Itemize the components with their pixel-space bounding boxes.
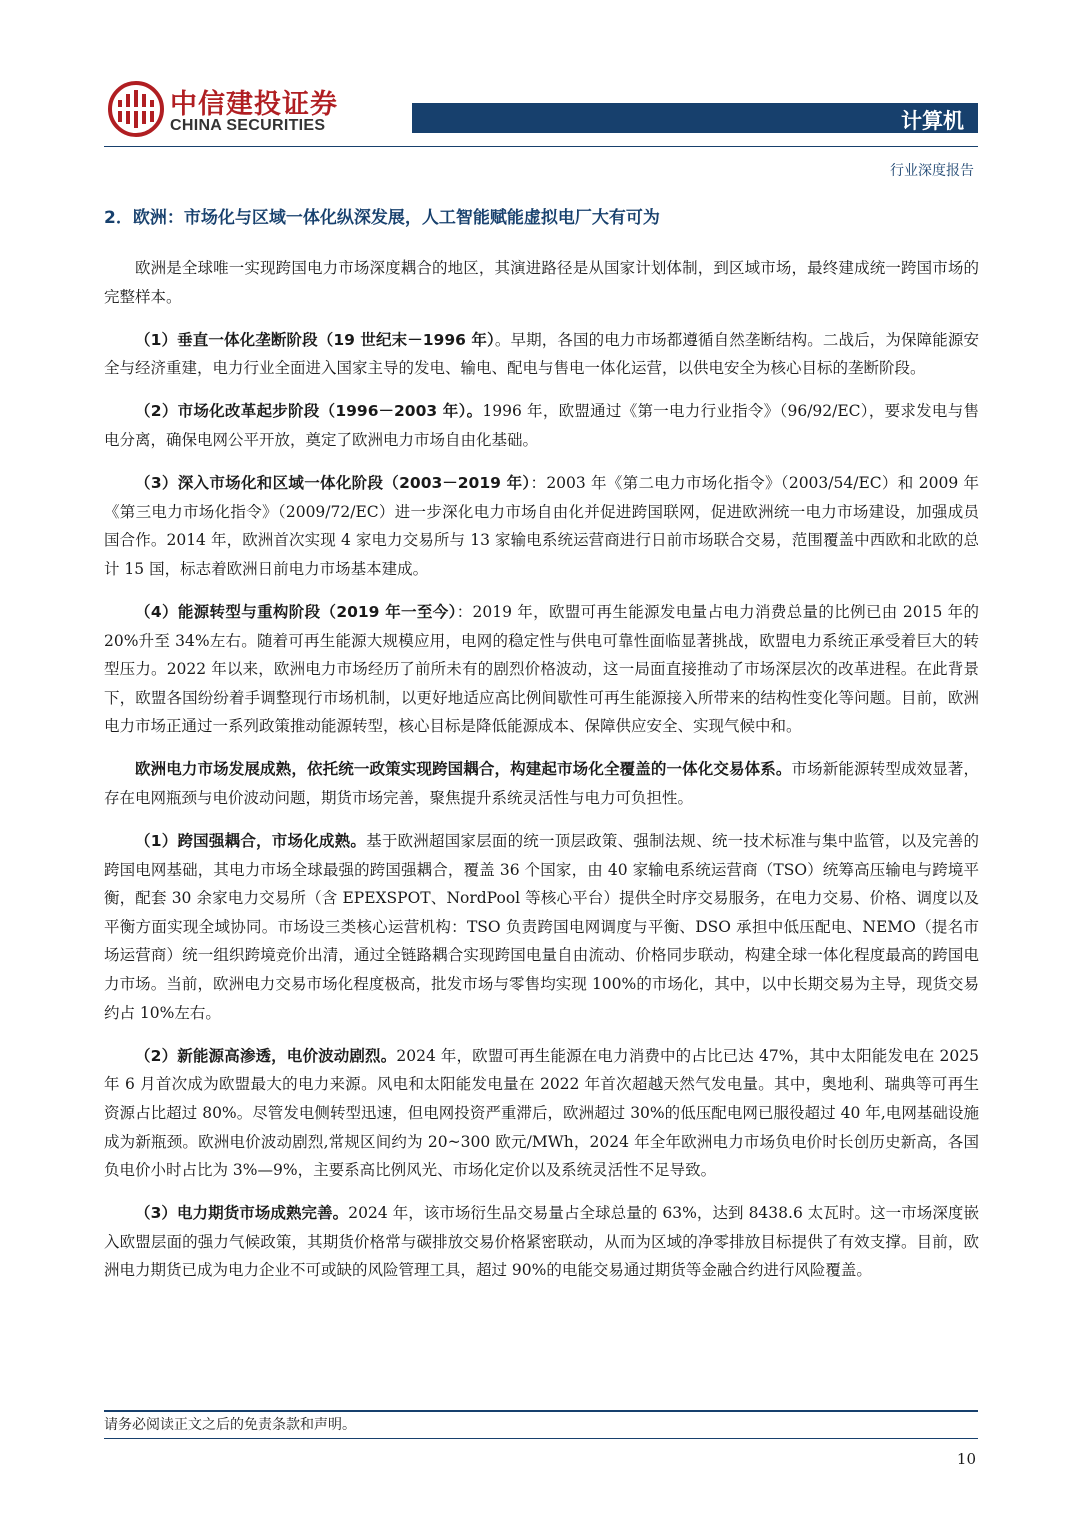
- page-number: 10: [956, 1450, 976, 1468]
- category-banner: [412, 103, 978, 133]
- disclaimer: 请务必阅读正文之后的免责条款和声明。: [104, 1417, 356, 1433]
- report-type: 行业深度报告: [890, 163, 974, 179]
- paragraph: （3）电力期货市场成熟完善。2024 年，该市场衍生品交易量占全球总量的 63%，达到 8438.6 太瓦时。这一市场深度嵌入欧盟层面的强力气候政策，其期货价格常与碳排放交易价格紧密联动，从而为区域的净零排放目标提供了有效支撑。目前，欧洲电力期货已成为电力企业不可或缺的风险管理工具，超过 90%的电能交易通过期货等金融合约进行风险覆盖。: [104, 1204, 979, 1280]
- logo-chinese-name: 中信建投证券: [170, 89, 338, 120]
- paragraph: （2）市场化改革起步阶段（1996－2003 年）。1996 年，欧盟通过《第一电力行业指令》（96/92/EC），要求发电与售电分离，确保电网公平开放，奠定了欧洲电力市场自由化基础。: [104, 402, 979, 449]
- citic-emblem-icon: [108, 80, 164, 138]
- paragraph: （2）新能源高渗透，电价波动剧烈。2024 年，欧盟可再生能源在电力消费中的占比已达 47%，其中太阳能发电在 2025 年 6 月首次成为欧盟最大的电力来源。风电和太阳能发电量在 2022 年首次超越天然气发电量。其中，奥地利、瑞典等可再生资源占比超过 80%。尽管发电侧转型迅速，但电网投资严重滞后，欧洲超过 30%的低压配电网已服役超过 40 年,电网基础设施成为新瓶颈。欧洲电价波动剧烈,常规区间约为 20~300 欧元/MWh，2024 年全年欧洲电力市场负电价时长创历史新高，各国负电价小时占比为 3%—9%，主要系高比例风光、市场化定价以及系统灵活性不足导致。: [104, 1046, 979, 1180]
- body-text: [104, 254, 979, 1300]
- header-divider: [104, 146, 978, 147]
- paragraph: （4）能源转型与重构阶段（2019 年一至今）：2019 年，欧盟可再生能源发电量占电力消费总量的比例已由 2015 年的 20%升至 34%左右。随着可再生能源大规模应用，电网的稳定性与供电可靠性面临显著挑战，欧盟电力系统正承受着巨大的转型压力。2022 年以来，欧洲电力市场经历了前所未有的剧烈价格波动，这一局面直接推动了市场深层次的改革进程。在此背景下，欧盟各国纷纷着手调整现行市场机制，以更好地适应高比例间歇性可再生能源接入所带来的结构性变化等问题。目前，欧洲电力市场正通过一系列政策推动能源转型，核心目标是降低能源成本、保障供应安全、实现气候中和。: [104, 602, 979, 736]
- paragraph: （3）深入市场化和区域一体化阶段（2003－2019 年）：2003 年《第二电力市场化指令》（2003/54/EC）和 2009 年《第三电力市场化指令》（2009/72/EC）进一步深化电力市场自由化并促进跨国联网，促进欧洲统一电力市场建设，加强成员国合作。2014 年，欧洲首次实现 4 家电力交易所与 13 家输电系统运营商进行日前市场联合交易，范围覆盖中西欧和北欧的总计 15 国，标志着欧洲日前电力市场基本建成。: [104, 474, 979, 578]
- logo-english-name: CHINA SECURITIES: [170, 117, 326, 134]
- paragraph: 欧洲电力市场发展成熟，依托统一政策实现跨国耦合，构建起市场化全覆盖的一体化交易体系。市场新能源转型成效显著，存在电网瓶颈与电价波动问题，期货市场完善，聚焦提升系统灵活性与电力可负担性。: [104, 760, 979, 807]
- section-title: 2．欧洲：市场化与区域一体化纵深发展，人工智能赋能虚拟电厂大有可为: [104, 208, 660, 228]
- footer-divider: [104, 1410, 978, 1412]
- paragraph: 欧洲是全球唯一实现跨国电力市场深度耦合的地区，其演进路径是从国家计划体制，到区域市场，最终建成统一跨国市场的完整样本。: [104, 259, 979, 306]
- company-logo: [108, 80, 358, 142]
- footer-divider-thin: [104, 1438, 978, 1439]
- category-label: 计算机: [901, 109, 964, 133]
- paragraph: （1）跨国强耦合，市场化成熟。基于欧洲超国家层面的统一顶层政策、强制法规、统一技术标准与集中监管，以及完善的跨国电网基础，其电力市场全球最强的跨国强耦合，覆盖 36 个国家，由 40 家输电系统运营商（TSO）统筹高压输电与跨境平衡，配套 30 余家电力交易所（含 EPEXSPOT、NordPool 等核心平台）提供全时序交易服务，在电力交易、价格、调度以及平衡方面实现全域协同。市场设三类核心运营机构：TSO 负责跨国电网调度与平衡、DSO 承担中低压配电、NEMO（提名市场运营商）统一组织跨境竞价出清，通过全链路耦合实现跨国电量自由流动、价格同步联动，构建全球一体化程度最高的跨国电力市场。当前，欧洲电力交易市场化程度极高，批发市场与零售均实现 100%的市场化，其中，以中长期交易为主导，现货交易约占 10%左右。: [104, 832, 979, 1022]
- paragraph: （1）垂直一体化垄断阶段（19 世纪末－1996 年）。早期，各国的电力市场都遵循自然垄断结构。二战后，为保障能源安全与经济重建，电力行业全面进入国家主导的发电、输电、配电与售电一体化运营，以供电安全为核心目标的垄断阶段。: [104, 330, 979, 378]
